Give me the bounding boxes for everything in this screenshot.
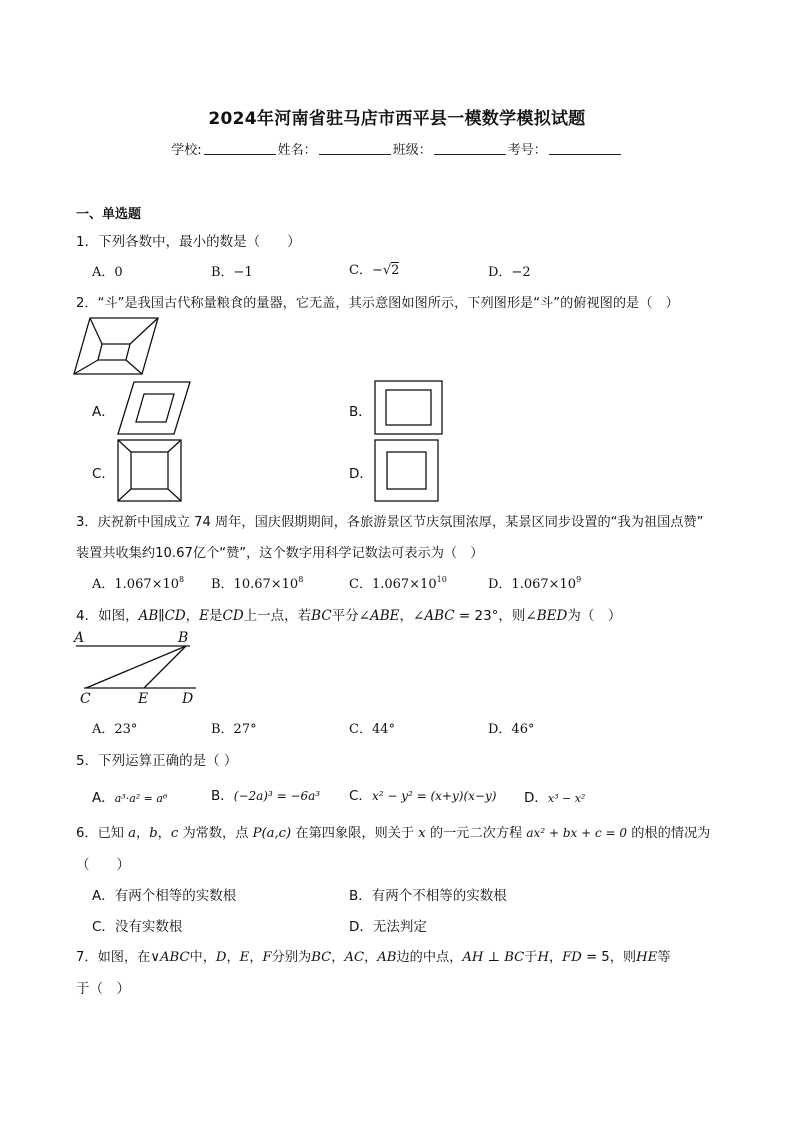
q2-option-c-figure bbox=[117, 439, 183, 503]
q6-option-b: B．有两个不相等的实数根 bbox=[349, 888, 507, 904]
dou-edge bbox=[126, 360, 142, 374]
q6-option-d: D．无法判定 bbox=[349, 919, 427, 935]
q3-option-d bbox=[488, 573, 581, 592]
label-a: A bbox=[74, 630, 85, 646]
segment-bc bbox=[86, 646, 186, 688]
exam-title: 2024年河南省驻马店市西平县一模数学模拟试题 bbox=[208, 109, 586, 129]
q3-option-c-base: C．1.067×10 bbox=[349, 577, 437, 592]
q4-math: ∠ABC bbox=[413, 608, 455, 624]
q4-parallel-lines-figure bbox=[70, 628, 200, 708]
q6-text: 为常数，点 bbox=[178, 826, 253, 841]
q5-option-a-label: A． bbox=[92, 790, 115, 806]
q6-math: ax² + bx + c = 0 bbox=[526, 826, 627, 840]
q6-text: 6．已知 bbox=[76, 826, 129, 841]
q7-text: 中， bbox=[189, 950, 216, 965]
q2-option-d-figure bbox=[374, 439, 440, 503]
name-label: 姓名： bbox=[277, 143, 317, 158]
q7-math: F bbox=[262, 950, 272, 965]
q2-stem: 2．“斗”是我国古代称量粮食的量器，它无盖，其示意图如图所示，下列图形是“斗”的俯视图的是（ ） bbox=[76, 296, 679, 311]
dou-measure-figure bbox=[72, 316, 162, 376]
q7-text: 于 bbox=[524, 950, 538, 965]
q3-option-b-base: B．10.67×10 bbox=[211, 577, 299, 592]
q7-text: ， bbox=[249, 950, 263, 965]
q5-stem: 5．下列运算正确的是（ ） bbox=[76, 753, 238, 769]
q7-math: HE bbox=[636, 950, 658, 965]
q5-option-d-expr: x³ − x² bbox=[547, 792, 586, 805]
label-e: E bbox=[138, 691, 149, 707]
q3-stem-line1: 3．庆祝新中国成立 74 周年，国庆假期期间，各旅游景区节庆氛围浓厚，某景区同步设置的“我为祖国点赞” bbox=[76, 515, 704, 530]
q6-option-a: A．有两个相等的实数根 bbox=[92, 888, 237, 904]
q2-option-b-figure bbox=[374, 380, 444, 436]
q5-option-c-expr: x² − y² = (x+y)(x−y) bbox=[371, 789, 497, 803]
q5-option-a-expr: a³·a² = a⁶ bbox=[114, 792, 168, 805]
q6-text: ， bbox=[136, 826, 150, 841]
q4-option-d: D．46° bbox=[488, 722, 535, 737]
q6-text: 的根的情况为 bbox=[627, 826, 711, 841]
q6-math: P(a,c) bbox=[252, 826, 292, 841]
outer-rect bbox=[375, 440, 438, 501]
q4-option-a: A．23° bbox=[92, 722, 138, 737]
q2-option-c-label: C． bbox=[92, 466, 115, 482]
number-blank[interactable] bbox=[549, 142, 621, 155]
label-d: D bbox=[182, 691, 194, 707]
q5-option-b-expr: (−2a)³ = −6a³ bbox=[233, 789, 321, 803]
q3-option-b-exponent: 8 bbox=[298, 575, 304, 584]
q7-text: 等 bbox=[657, 950, 671, 965]
q1-option-c-radicand: 2 bbox=[391, 263, 400, 278]
q7-text: = 5，则 bbox=[581, 950, 637, 965]
q2-option-a-figure bbox=[116, 380, 192, 436]
section-heading: 一、单选题 bbox=[76, 207, 142, 222]
q5-option-b bbox=[211, 784, 320, 804]
q3-option-a-base: A．1.067×10 bbox=[92, 577, 180, 592]
q7-math: E bbox=[239, 950, 250, 965]
q7-text: ， bbox=[364, 950, 378, 965]
q3-option-d-base: D．1.067×10 bbox=[488, 577, 577, 592]
q7-stem-line2: 于（ ） bbox=[76, 981, 130, 997]
q7-math: ∨ABC bbox=[150, 950, 190, 965]
q6-math: a bbox=[128, 826, 137, 841]
q7-text: ， bbox=[331, 950, 345, 965]
q4-math: ∠BED bbox=[525, 608, 568, 624]
number-label: 考号： bbox=[507, 143, 547, 158]
inner-rect bbox=[131, 452, 168, 489]
q7-math: AC bbox=[344, 950, 365, 965]
q7-math: AB bbox=[377, 950, 397, 965]
q3-option-a bbox=[92, 573, 184, 592]
corner-line bbox=[168, 489, 181, 501]
q4-math: CD bbox=[222, 608, 244, 624]
q3-stem-line2: 装置共收集约10.67亿个“赞”，这个数字用科学记数法可表示为（ ） bbox=[76, 546, 484, 561]
q4-text: 平分 bbox=[331, 608, 359, 624]
q7-text: 边的中点， bbox=[396, 950, 463, 965]
dou-top-rim bbox=[74, 318, 158, 374]
q6-stem-line2: （ ） bbox=[76, 857, 130, 873]
q4-text: ， bbox=[399, 608, 414, 624]
q5-option-c-label: C． bbox=[349, 788, 372, 804]
q3-option-b bbox=[211, 573, 303, 592]
q4-option-c: C．44° bbox=[349, 722, 395, 737]
q7-text: 7．如图，在 bbox=[76, 950, 151, 965]
q4-math: AB∥CD bbox=[138, 608, 186, 624]
dou-edge bbox=[90, 318, 102, 344]
q6-text: 的一元二次方程 bbox=[425, 826, 527, 841]
q6-text: 在第四象限，则关于 bbox=[291, 826, 419, 841]
q4-text: = 23°，则 bbox=[454, 608, 526, 624]
name-blank[interactable] bbox=[319, 142, 391, 155]
q4-math: E bbox=[199, 608, 210, 624]
q1-option-c bbox=[349, 259, 399, 278]
q4-option-b: B．27° bbox=[211, 722, 257, 737]
class-blank[interactable] bbox=[434, 142, 506, 155]
q4-text: 是 bbox=[209, 608, 223, 624]
student-info-line bbox=[0, 139, 794, 158]
q3-option-d-exponent: 9 bbox=[576, 575, 582, 584]
school-blank[interactable] bbox=[204, 142, 276, 155]
class-label: 班级： bbox=[392, 143, 432, 158]
corner-line bbox=[118, 489, 131, 501]
corner-line bbox=[118, 440, 131, 452]
q4-math: ∠ABE bbox=[358, 608, 400, 624]
q4-text: 上一点，若 bbox=[243, 608, 312, 624]
q7-text: ， bbox=[548, 950, 563, 965]
label-b: B bbox=[178, 630, 189, 646]
q1-option-d: D．−2 bbox=[488, 265, 531, 280]
q7-math: H bbox=[537, 950, 549, 965]
school-label: 学校: bbox=[171, 143, 202, 158]
q4-text: ， bbox=[185, 608, 200, 624]
outer-rect bbox=[375, 381, 442, 434]
inner-rect bbox=[386, 390, 431, 425]
q4-stem bbox=[76, 604, 621, 624]
corner-line bbox=[168, 440, 181, 452]
q5-option-d-label: D． bbox=[524, 790, 548, 806]
q2-option-d-label: D． bbox=[349, 466, 373, 482]
q1-option-b: B．−1 bbox=[211, 265, 253, 280]
q3-option-a-exponent: 8 bbox=[179, 575, 185, 584]
q6-math: c bbox=[170, 826, 179, 841]
q5-option-d bbox=[524, 786, 585, 806]
q7-math: BC bbox=[311, 950, 332, 965]
q6-stem bbox=[76, 822, 710, 841]
q5-option-b-label: B． bbox=[211, 788, 234, 804]
dou-bottom bbox=[98, 344, 130, 360]
q4-text: 为（ ） bbox=[567, 608, 622, 624]
q2-option-b-label: B． bbox=[349, 404, 372, 420]
q7-math: FD bbox=[562, 950, 582, 965]
q6-math: b bbox=[149, 826, 158, 841]
q1-option-c-prefix: C．− bbox=[349, 263, 383, 278]
q7-stem bbox=[76, 946, 670, 965]
q6-text: ， bbox=[157, 826, 171, 841]
q7-text: 分别为 bbox=[271, 950, 312, 965]
label-c: C bbox=[80, 691, 91, 707]
inner-parallelogram bbox=[136, 394, 174, 422]
q7-text: ， bbox=[226, 950, 240, 965]
q6-math: x bbox=[418, 826, 426, 841]
q2-option-a-label: A． bbox=[92, 404, 115, 420]
q3-option-c-exponent: 10 bbox=[436, 575, 447, 584]
sqrt-sign-icon: √ bbox=[382, 263, 392, 278]
q7-math: D bbox=[215, 950, 227, 965]
q5-option-c bbox=[349, 784, 496, 804]
q6-option-c: C．没有实数根 bbox=[92, 919, 183, 935]
q5-option-a bbox=[92, 786, 167, 806]
q3-option-c bbox=[349, 573, 447, 592]
inner-rect bbox=[387, 452, 426, 489]
q4-math: BC bbox=[311, 608, 332, 624]
outer-parallelogram bbox=[118, 382, 190, 434]
q1-option-a: A．0 bbox=[92, 265, 123, 280]
segment-be bbox=[144, 646, 186, 688]
q7-math: AH ⊥ BC bbox=[462, 950, 525, 965]
q4-text: 4．如图， bbox=[76, 608, 139, 624]
q1-stem: 1．下列各数中，最小的数是（ ） bbox=[76, 234, 301, 250]
